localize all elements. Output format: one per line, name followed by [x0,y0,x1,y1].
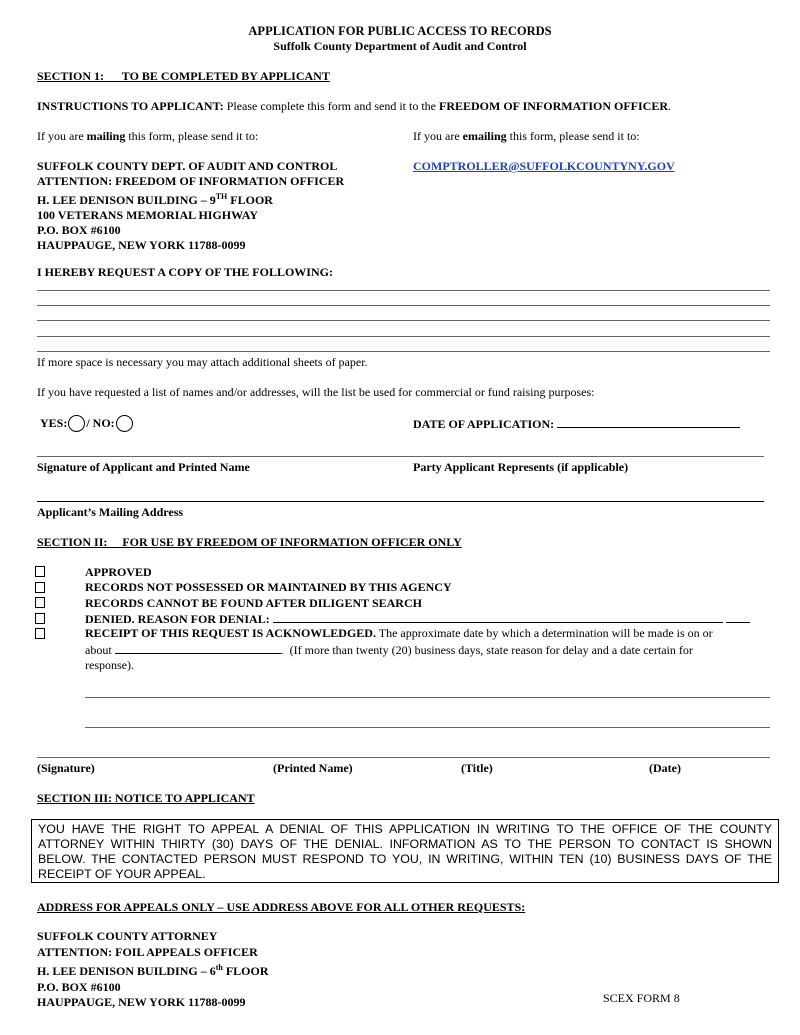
option-not-possessed: RECORDS NOT POSSESSED OR MAINTAINED BY THIS AGENCY [85,580,452,594]
appeals-heading: ADDRESS FOR APPEALS ONLY – USE ADDRESS ABOVE FOR ALL OTHER REQUESTS: [37,900,526,914]
request-line[interactable] [37,290,770,291]
section1-heading: SECTION 1: TO BE COMPLETED BY APPLICANT [37,69,330,83]
instructions: INSTRUCTIONS TO APPLICANT: Please complete this form and send it to the FREEDOM OF INFORMATION OFFICER. [37,99,672,113]
sig-label-printed-name: (Printed Name) [273,761,353,775]
party-label: Party Applicant Represents (if applicable) [413,460,629,474]
request-line[interactable] [37,351,770,352]
date-of-application-field[interactable] [557,415,740,428]
no-radio[interactable] [116,415,133,432]
request-line[interactable] [37,336,770,337]
mailing-address-line[interactable] [37,501,764,502]
form-title: APPLICATION FOR PUBLIC ACCESS TO RECORDS [248,24,552,38]
not-found-checkbox[interactable] [35,597,45,608]
yes-no-choice: YES: / NO: [40,415,134,432]
yes-radio[interactable] [68,415,85,432]
list-question: If you have requested a list of names and/or addresses, will the list be used for commercial or fund raising purposes: [37,385,595,399]
option-denied: DENIED. REASON FOR DENIAL: [85,611,750,627]
option-not-found: RECORDS CANNOT BE FOUND AFTER DILIGENT SEARCH [85,596,422,610]
sig-label-title: (Title) [461,761,493,775]
denial-reason-field[interactable] [273,611,723,623]
form-id: SCEX FORM 8 [603,991,680,1005]
form-subtitle: Suffolk County Department of Audit and Control [273,39,527,53]
receipt-checkbox[interactable] [35,628,45,639]
denied-checkbox[interactable] [35,613,45,624]
appeals-address: SUFFOLK COUNTY ATTORNEY ATTENTION: FOIL APPEALS OFFICER H. LEE DENISON BUILDING – 6th FLOOR P.O. BOX #6100 HAUPPAUGE, NEW YORK 11788-0099 [37,929,269,1009]
sig-label-date: (Date) [649,761,681,775]
request-line[interactable] [37,320,770,321]
officer-notes-line[interactable] [85,727,770,728]
option-approved: APPROVED [85,565,152,579]
request-label: I HEREBY REQUEST A COPY OF THE FOLLOWING: [37,265,333,279]
mailing-address-label: Applicant’s Mailing Address [37,505,184,519]
officer-notes-line[interactable] [85,697,770,698]
date-of-application: DATE OF APPLICATION: [413,415,740,432]
receipt-acknowledged: RECEIPT OF THIS REQUEST IS ACKNOWLEDGED. The approximate date by which a determination will be made is on or about . (If more than twenty (20) business days, state reason for delay and a date certain for response). [85,626,713,672]
not-possessed-checkbox[interactable] [35,582,45,593]
officer-signature-line[interactable] [37,757,770,758]
section3-heading: SECTION III: NOTICE TO APPLICANT [37,791,255,805]
mailing-address: SUFFOLK COUNTY DEPT. OF AUDIT AND CONTROL ATTENTION: FREEDOM OF INFORMATION OFFICER H. LEE DENISON BUILDING – 9TH FLOOR 100 VETERANS MEMORIAL HIGHWAY P.O. BOX #6100 HAUPPAUGE, NEW YORK 11788-0099 [37,159,345,252]
determination-date-field[interactable] [115,642,281,654]
more-space-note: If more space is necessary you may attach additional sheets of paper. [37,355,368,369]
signature-label: Signature of Applicant and Printed Name [37,460,250,474]
mailing-instruction: If you are mailing this form, please send it to: [37,129,259,143]
sig-label-signature: (Signature) [37,761,95,775]
signature-line[interactable] [37,456,764,457]
emailing-instruction: If you are emailing this form, please send it to: [413,129,640,143]
appeal-notice-box: YOU HAVE THE RIGHT TO APPEAL A DENIAL OF THIS APPLICATION IN WRITING TO THE OFFICE OF THE COUNTY ATTORNEY WITHIN THIRTY (30) DAYS OF THE DENIAL. INFORMATION AS TO THE PERSON TO CONTACT IS SHOWN BELOW. THE CONTACTED PERSON MUST RESPOND TO YOU, IN WRITING, WITHIN TEN (10) BUSINESS DAYS OF THE RECEIPT OF YOUR APPEAL. [31,819,779,883]
denial-reason-field[interactable] [726,611,750,623]
comptroller-email-link[interactable]: COMPTROLLER@SUFFOLKCOUNTYNY.GOV [413,159,675,173]
section2-heading: SECTION II: FOR USE BY FREEDOM OF INFORMATION OFFICER ONLY [37,535,462,549]
approved-checkbox[interactable] [35,566,45,577]
request-line[interactable] [37,305,770,306]
